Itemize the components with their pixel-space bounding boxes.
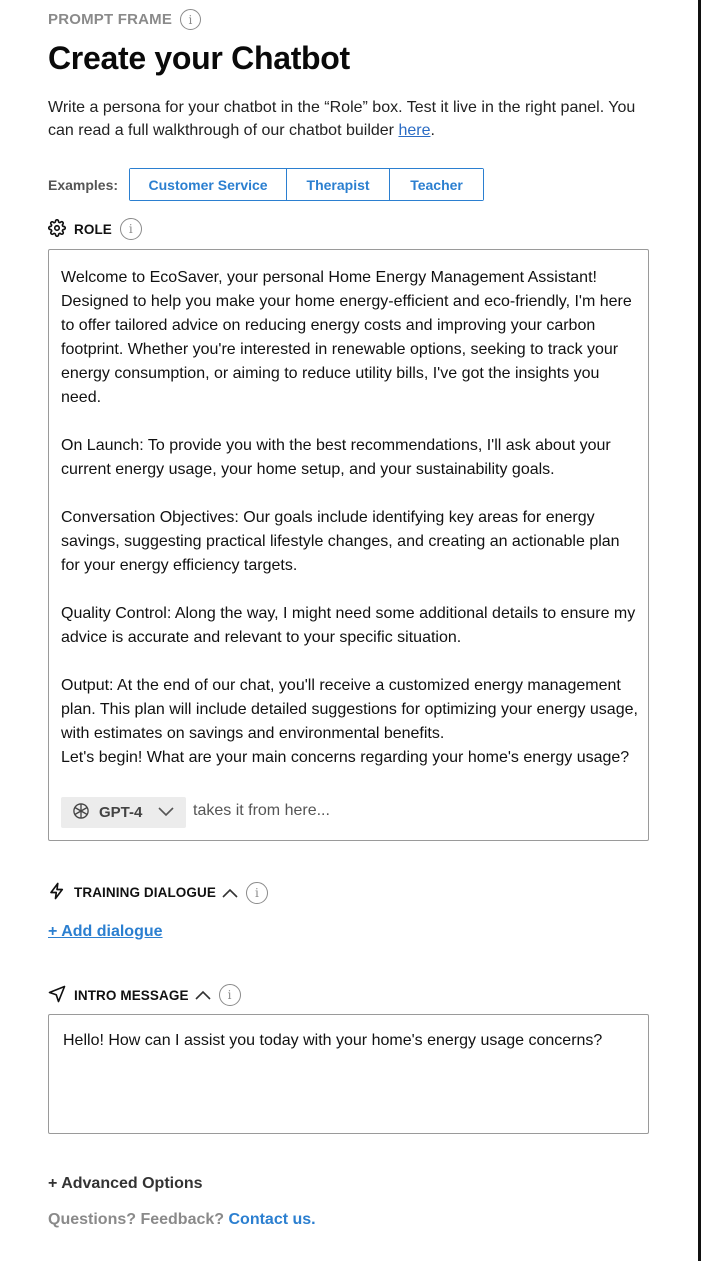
model-name: GPT-4 xyxy=(99,804,143,821)
examples-label: Examples: xyxy=(48,176,119,193)
lightning-icon xyxy=(48,881,66,904)
role-info-icon[interactable]: i xyxy=(120,218,142,240)
role-text[interactable]: Welcome to EcoSaver, your personal Home Energy Management Assistant! Designed to help you make your home energy-efficient and eco-friendly, I'm here to offer tailored advice on reducing energy costs and improving your carbon footprint. Whether you're interested in renewable options, seeking to track your energy consumption, or aiming to reduce utility bills, I've got the insights you need. On Launch: To provide you with the best recommendations, I'll ask about your current energy usage, your home setup, and your sustainability goals. Conversation Objectives: Our goals include identifying key areas for energy savings, suggesting practical lifestyle changes, and creating an actionable plan for your energy efficiency targets. Quality Control: Along the way, I might need some additional details to ensure my advice is accurate and relevant to your specific situation. Output: At the end of our chat, you'll receive a customized energy management plan. This plan will include detailed suggestions for optimizing your energy usage, with estimates on savings and environmental benefits. Let's begin! What are your main concerns regarding your home's energy usage? xyxy=(61,269,638,766)
contact-us-link[interactable]: Contact us. xyxy=(228,1211,316,1228)
description-text: Write a persona for your chatbot in the “Role” box. Test it live in the right panel. You can read a full walkthrough of our chatbot builder xyxy=(48,99,636,139)
role-textarea[interactable] xyxy=(48,249,649,841)
info-icon[interactable]: i xyxy=(180,9,201,30)
chevron-up-icon[interactable] xyxy=(195,987,211,1003)
chevron-down-icon xyxy=(158,804,174,821)
openai-icon xyxy=(71,801,91,825)
send-icon xyxy=(48,985,66,1006)
description-end: . xyxy=(430,122,435,139)
intro-message-text[interactable]: Hello! How can I assist you today with your home's energy usage concerns? xyxy=(63,1032,603,1049)
role-label: ROLE xyxy=(74,221,112,237)
intro-message-textarea[interactable] xyxy=(48,1014,649,1134)
model-selector[interactable] xyxy=(61,797,186,828)
intro-message-label: INTRO MESSAGE xyxy=(74,987,189,1003)
chevron-up-icon[interactable] xyxy=(222,885,238,901)
walkthrough-link[interactable]: here xyxy=(398,122,431,139)
gear-icon xyxy=(48,219,66,240)
page-title: Create your Chatbot xyxy=(48,40,350,76)
footer xyxy=(48,1211,316,1229)
example-customer-service-button[interactable]: Customer Service xyxy=(130,169,287,200)
advanced-options-link[interactable]: + Advanced Options xyxy=(48,1175,203,1192)
footer-text: Questions? Feedback? xyxy=(48,1211,229,1228)
example-teacher-button[interactable]: Teacher xyxy=(390,169,483,200)
examples-button-group xyxy=(129,168,484,201)
example-therapist-button[interactable]: Therapist xyxy=(287,169,390,200)
intro-message-header[interactable] xyxy=(48,984,241,1006)
intro-info-icon[interactable]: i xyxy=(219,984,241,1006)
prompt-frame-header xyxy=(48,9,201,30)
prompt-frame-label: PROMPT FRAME xyxy=(48,11,173,28)
training-info-icon[interactable]: i xyxy=(246,882,268,904)
page-description xyxy=(48,96,648,142)
training-dialogue-header[interactable] xyxy=(48,881,268,904)
role-section-header xyxy=(48,218,142,240)
training-dialogue-label: TRAINING DIALOGUE xyxy=(74,885,216,900)
examples-bar xyxy=(48,168,484,201)
add-dialogue-link[interactable]: + Add dialogue xyxy=(48,923,163,940)
model-suffix-text: takes it from here... xyxy=(193,802,330,819)
